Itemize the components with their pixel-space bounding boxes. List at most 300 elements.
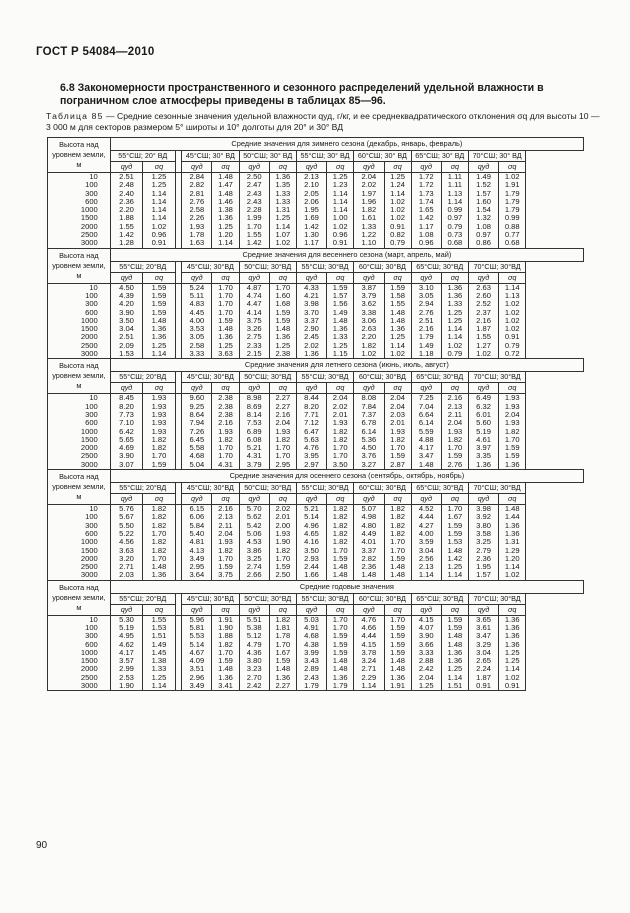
humidity-value-cell: 2.53: [110, 674, 142, 682]
humidity-value-cell: 3.86: [239, 547, 269, 555]
humidity-value-cell: 3.06: [354, 317, 384, 325]
deviation-value-cell: 1.82: [384, 436, 411, 444]
humidity-value-cell: 4.07: [411, 624, 441, 632]
humidity-value-cell: 1.42: [411, 214, 441, 222]
deviation-value-cell: 1.23: [327, 181, 354, 189]
humidity-value-cell: 4.65: [296, 530, 326, 538]
q-symbol-header: qуд: [468, 162, 498, 173]
humidity-value-cell: 3.49: [182, 682, 212, 691]
sector-column-header: 65°СШ; 30°ВД: [411, 483, 468, 494]
height-cell: 3000: [48, 571, 111, 580]
table-row: [48, 198, 584, 206]
humidity-value-cell: 3.59: [411, 538, 441, 546]
deviation-value-cell: 2.04: [384, 403, 411, 411]
deviation-value-cell: 1.48: [212, 190, 239, 198]
deviation-value-cell: 1.53: [143, 624, 175, 632]
q-symbol-header: qуд: [354, 604, 384, 615]
deviation-value-cell: 1.13: [441, 190, 468, 198]
humidity-value-cell: 2.94: [411, 300, 441, 308]
sigma-symbol-header: σq: [499, 383, 526, 394]
deviation-value-cell: 1.25: [143, 173, 175, 182]
humidity-value-cell: 3.78: [354, 649, 384, 657]
humidity-value-cell: 6.15: [182, 505, 212, 514]
season-title: Средние значения для осеннего сезона (сентябрь, октябрь, ноябрь): [110, 470, 583, 483]
sigma-symbol-header: σq: [212, 162, 239, 173]
humidity-value-cell: 6.14: [411, 419, 441, 427]
q-symbol-header: qуд: [110, 162, 142, 173]
deviation-value-cell: 1.93: [269, 530, 296, 538]
table-row: [48, 342, 584, 350]
deviation-value-cell: 1.07: [269, 231, 296, 239]
humidity-value-cell: 1.14: [354, 682, 384, 691]
deviation-value-cell: 3.63: [212, 350, 239, 359]
deviation-value-cell: 2.16: [212, 419, 239, 427]
humidity-value-cell: 1.55: [110, 223, 142, 231]
page-number: 90: [36, 840, 48, 851]
deviation-value-cell: 1.36: [327, 674, 354, 682]
deviation-value-cell: 1.55: [143, 615, 175, 624]
deviation-value-cell: 1.59: [212, 563, 239, 571]
deviation-value-cell: 1.35: [269, 181, 296, 189]
humidity-value-cell: 6.64: [411, 411, 441, 419]
humidity-value-cell: 4.87: [239, 283, 269, 292]
sigma-symbol-header: σq: [143, 383, 175, 394]
humidity-value-cell: 3.47: [468, 632, 498, 640]
height-cell: 3000: [48, 239, 111, 248]
deviation-value-cell: 1.33: [143, 665, 175, 673]
height-column-header: Высота над уровнем земли, м: [48, 248, 111, 283]
humidity-value-cell: 3.79: [354, 292, 384, 300]
deviation-value-cell: 1.14: [327, 190, 354, 198]
height-cell: 3000: [48, 350, 111, 359]
deviation-value-cell: 1.14: [499, 563, 526, 571]
deviation-value-cell: 1.25: [269, 214, 296, 222]
humidity-value-cell: 1.48: [411, 461, 441, 470]
section-title-row: [48, 580, 584, 593]
humidity-value-cell: 3.90: [110, 309, 142, 317]
humidity-value-cell: 2.48: [110, 181, 142, 189]
table-row: [48, 428, 584, 436]
deviation-value-cell: 1.81: [269, 624, 296, 632]
humidity-value-cell: 8.14: [239, 411, 269, 419]
humidity-value-cell: 3.04: [110, 325, 142, 333]
humidity-value-cell: 2.06: [296, 198, 326, 206]
height-cell: 300: [48, 300, 111, 308]
humidity-value-cell: 4.98: [354, 513, 384, 521]
deviation-value-cell: 1.59: [384, 632, 411, 640]
deviation-value-cell: 1.82: [143, 522, 175, 530]
sector-column-header: 45°СШ; 30°ВД: [182, 372, 239, 383]
deviation-value-cell: 1.25: [269, 342, 296, 350]
humidity-value-cell: 4.62: [110, 641, 142, 649]
deviation-value-cell: 1.82: [384, 513, 411, 521]
deviation-value-cell: 1.36: [143, 325, 175, 333]
q-symbol-header: qуд: [110, 604, 142, 615]
humidity-value-cell: 5.62: [239, 513, 269, 521]
humidity-value-cell: 1.48: [354, 571, 384, 580]
humidity-value-cell: 2.45: [296, 333, 326, 341]
humidity-value-cell: 7.71: [296, 411, 326, 419]
humidity-value-cell: 4.50: [110, 283, 142, 292]
deviation-value-cell: 1.79: [327, 682, 354, 691]
deviation-value-cell: 1.82: [143, 505, 175, 514]
humidity-value-cell: 4.91: [296, 624, 326, 632]
deviation-value-cell: 2.01: [269, 513, 296, 521]
height-cell: 2000: [48, 223, 111, 231]
deviation-value-cell: 1.70: [212, 452, 239, 460]
deviation-value-cell: 1.14: [143, 206, 175, 214]
deviation-value-cell: 1.59: [143, 309, 175, 317]
deviation-value-cell: 1.70: [212, 300, 239, 308]
section-title-row: [48, 248, 584, 261]
sigma-symbol-header: σq: [384, 272, 411, 283]
deviation-value-cell: 0.91: [327, 239, 354, 248]
sector-column-header: 55°СШ; 30°ВД: [296, 261, 353, 272]
deviation-value-cell: 1.14: [499, 283, 526, 292]
deviation-value-cell: 1.48: [384, 571, 411, 580]
deviation-value-cell: 1.49: [327, 309, 354, 317]
deviation-value-cell: 1.93: [212, 538, 239, 546]
deviation-value-cell: 2.16: [441, 394, 468, 403]
humidity-value-cell: 3.66: [411, 641, 441, 649]
table-row: [48, 682, 584, 691]
deviation-value-cell: 2.38: [269, 350, 296, 359]
humidity-value-cell: 3.63: [110, 547, 142, 555]
deviation-value-cell: 0.77: [499, 231, 526, 239]
humidity-value-cell: 3.70: [296, 309, 326, 317]
deviation-value-cell: 1.33: [441, 300, 468, 308]
height-cell: 1000: [48, 649, 111, 657]
humidity-value-cell: 5.22: [110, 530, 142, 538]
humidity-value-cell: 2.74: [239, 563, 269, 571]
height-cell: 300: [48, 411, 111, 419]
deviation-value-cell: 1.59: [441, 530, 468, 538]
humidity-value-cell: 1.66: [296, 571, 326, 580]
sector-column-header: 55°СШ; 20°ВД: [110, 593, 175, 604]
deviation-value-cell: 1.70: [143, 452, 175, 460]
table-row: [48, 223, 584, 231]
deviation-value-cell: 1.48: [441, 632, 468, 640]
humidity-value-cell: 2.40: [110, 190, 142, 198]
deviation-value-cell: 3.75: [212, 571, 239, 580]
height-cell: 1500: [48, 325, 111, 333]
table-row: [48, 444, 584, 452]
deviation-value-cell: 1.70: [327, 615, 354, 624]
humidity-value-cell: 3.99: [296, 649, 326, 657]
humidity-value-cell: 1.70: [239, 223, 269, 231]
table-row: [48, 325, 584, 333]
deviation-value-cell: 2.11: [212, 522, 239, 530]
column-header-row: [48, 483, 584, 494]
humidity-value-cell: 6.78: [354, 419, 384, 427]
humidity-value-cell: 3.05: [411, 292, 441, 300]
deviation-value-cell: 1.25: [327, 173, 354, 182]
humidity-value-cell: 2.33: [239, 342, 269, 350]
humidity-value-cell: 4.53: [239, 538, 269, 546]
humidity-value-cell: 9.25: [182, 403, 212, 411]
q-symbol-header: qуд: [468, 272, 498, 283]
humidity-value-cell: 6.42: [110, 428, 142, 436]
humidity-value-cell: 4.13: [182, 547, 212, 555]
deviation-value-cell: 1.14: [499, 665, 526, 673]
humidity-value-cell: 2.13: [296, 173, 326, 182]
deviation-value-cell: 1.59: [269, 563, 296, 571]
humidity-value-cell: 2.43: [296, 674, 326, 682]
humidity-value-cell: 2.56: [411, 555, 441, 563]
deviation-value-cell: 2.04: [384, 394, 411, 403]
q-symbol-header: qуд: [110, 494, 142, 505]
humidity-value-cell: 1.42: [239, 239, 269, 248]
height-cell: 2500: [48, 342, 111, 350]
deviation-value-cell: 1.42: [441, 555, 468, 563]
deviation-value-cell: 1.59: [384, 452, 411, 460]
deviation-value-cell: 1.36: [269, 333, 296, 341]
humidity-value-cell: 1.72: [411, 181, 441, 189]
humidity-value-cell: 2.51: [110, 173, 142, 182]
q-symbol-header: qуд: [182, 272, 212, 283]
section-title: 6.8 Закономерности пространственного и сезонного распределений удельной влажности в пограничном слое атмосферы приведены в таблицах 85—96.: [60, 82, 544, 107]
humidity-value-cell: 2.89: [296, 665, 326, 673]
deviation-value-cell: 0.68: [499, 239, 526, 248]
sigma-symbol-header: σq: [384, 383, 411, 394]
deviation-value-cell: 2.04: [441, 419, 468, 427]
deviation-value-cell: 1.14: [143, 214, 175, 222]
deviation-value-cell: 1.36: [269, 674, 296, 682]
humidity-value-cell: 2.82: [354, 555, 384, 563]
deviation-value-cell: 1.33: [269, 190, 296, 198]
table-row: [48, 632, 584, 640]
humidity-value-cell: 2.96: [182, 674, 212, 682]
sector-column-header: 55°СШ; 30°ВД: [296, 593, 353, 604]
deviation-value-cell: 1.82: [327, 513, 354, 521]
humidity-value-cell: 1.27: [468, 342, 498, 350]
humidity-value-cell: 1.08: [468, 223, 498, 231]
humidity-value-cell: 4.20: [110, 300, 142, 308]
humidity-value-cell: 2.63: [354, 325, 384, 333]
deviation-value-cell: 1.25: [143, 674, 175, 682]
deviation-value-cell: 1.82: [327, 505, 354, 514]
deviation-value-cell: 1.25: [212, 223, 239, 231]
deviation-value-cell: 1.02: [499, 300, 526, 308]
sector-column-header: 70°СШ; 30° ВД: [468, 151, 525, 162]
deviation-value-cell: 1.36: [441, 292, 468, 300]
deviation-value-cell: 1.70: [499, 436, 526, 444]
humidity-value-cell: 1.08: [411, 231, 441, 239]
deviation-value-cell: 1.36: [269, 173, 296, 182]
deviation-value-cell: 1.59: [143, 300, 175, 308]
deviation-value-cell: 0.72: [499, 350, 526, 359]
table-row: [48, 300, 584, 308]
deviation-value-cell: 1.25: [441, 563, 468, 571]
deviation-value-cell: 1.14: [269, 223, 296, 231]
sigma-symbol-header: σq: [384, 494, 411, 505]
humidity-value-cell: 3.58: [468, 530, 498, 538]
humidity-value-cell: 2.95: [182, 563, 212, 571]
sigma-symbol-header: σq: [327, 383, 354, 394]
sector-column-header: 65°СШ; 30°ВД: [411, 261, 468, 272]
humidity-value-cell: 5.58: [182, 444, 212, 452]
q-symbol-header: qуд: [110, 272, 142, 283]
deviation-value-cell: 1.93: [499, 419, 526, 427]
deviation-value-cell: 3.50: [327, 461, 354, 470]
deviation-value-cell: 1.02: [384, 198, 411, 206]
sector-column-header: 60°СШ; 30°ВД: [354, 483, 411, 494]
humidity-value-cell: 2.65: [468, 657, 498, 665]
humidity-value-cell: 5.70: [239, 505, 269, 514]
humidity-value-cell: 0.97: [468, 231, 498, 239]
humidity-value-cell: 1.61: [354, 214, 384, 222]
deviation-value-cell: 1.48: [499, 505, 526, 514]
humidity-value-cell: 4.15: [354, 641, 384, 649]
humidity-value-cell: 3.33: [411, 649, 441, 657]
deviation-value-cell: 1.36: [441, 649, 468, 657]
deviation-value-cell: 1.82: [384, 522, 411, 530]
sector-column-header: 65°СШ; 30°ВД: [411, 372, 468, 383]
table-row: [48, 505, 584, 514]
deviation-value-cell: 1.93: [143, 419, 175, 427]
deviation-value-cell: 1.44: [499, 513, 526, 521]
deviation-value-cell: 1.59: [441, 522, 468, 530]
humidity-value-cell: 4.52: [411, 505, 441, 514]
humidity-value-cell: 4.38: [296, 641, 326, 649]
column-header-row: [48, 151, 584, 162]
q-symbol-header: qуд: [182, 604, 212, 615]
humidity-value-cell: 1.97: [354, 190, 384, 198]
deviation-value-cell: 1.91: [499, 181, 526, 189]
deviation-value-cell: 1.48: [143, 563, 175, 571]
humidity-value-cell: 5.19: [110, 624, 142, 632]
deviation-value-cell: 1.51: [143, 632, 175, 640]
humidity-value-cell: 2.71: [110, 563, 142, 571]
humidity-value-cell: 7.84: [354, 403, 384, 411]
deviation-value-cell: 0.96: [327, 231, 354, 239]
sector-column-header: 45°СШ; 30°ВД: [182, 593, 239, 604]
sector-column-header: 50°СШ; 30°ВД: [239, 372, 296, 383]
sigma-symbol-header: σq: [327, 162, 354, 173]
deviation-value-cell: 1.82: [499, 428, 526, 436]
deviation-value-cell: 1.14: [441, 571, 468, 580]
humidity-value-cell: 8.64: [182, 411, 212, 419]
sector-column-header: 55°СШ; 20° ВД: [110, 151, 175, 162]
humidity-value-cell: 4.56: [110, 538, 142, 546]
deviation-value-cell: 1.70: [269, 641, 296, 649]
humidity-value-cell: 9.60: [182, 394, 212, 403]
deviation-value-cell: 1.48: [212, 665, 239, 673]
deviation-value-cell: 1.02: [499, 309, 526, 317]
sigma-symbol-header: σq: [327, 494, 354, 505]
column-header-row: [48, 372, 584, 383]
humidity-value-cell: 7.10: [110, 419, 142, 427]
deviation-value-cell: 1.91: [384, 682, 411, 691]
humidity-value-cell: 1.17: [411, 223, 441, 231]
deviation-value-cell: 1.14: [384, 342, 411, 350]
humidity-value-cell: 4.96: [296, 522, 326, 530]
height-cell: 3000: [48, 461, 111, 470]
deviation-value-cell: 0.79: [384, 239, 411, 248]
deviation-value-cell: 1.82: [327, 436, 354, 444]
humidity-value-cell: 3.95: [296, 452, 326, 460]
deviation-value-cell: 1.82: [384, 530, 411, 538]
height-cell: 300: [48, 632, 111, 640]
height-cell: 1000: [48, 317, 111, 325]
humidity-value-cell: 3.27: [354, 461, 384, 470]
humidity-value-cell: 4.16: [296, 538, 326, 546]
deviation-value-cell: 1.02: [499, 571, 526, 580]
deviation-value-cell: 1.70: [327, 547, 354, 555]
deviation-value-cell: 1.33: [327, 333, 354, 341]
humidity-value-cell: 3.92: [468, 513, 498, 521]
humidity-value-cell: 1.33: [354, 223, 384, 231]
deviation-value-cell: 1.59: [499, 452, 526, 460]
deviation-value-cell: 1.88: [212, 632, 239, 640]
deviation-value-cell: 0.96: [143, 231, 175, 239]
humidity-value-cell: 8.45: [110, 394, 142, 403]
humidity-value-cell: 5.38: [239, 624, 269, 632]
humidity-value-cell: 5.84: [182, 522, 212, 530]
humidity-value-cell: 1.42: [110, 231, 142, 239]
symbol-header-row: [48, 162, 584, 173]
humidity-value-cell: 2.43: [239, 190, 269, 198]
table-row: [48, 394, 584, 403]
deviation-value-cell: 1.82: [269, 615, 296, 624]
deviation-value-cell: 1.82: [327, 538, 354, 546]
height-column-header: Высота над уровнем земли, м: [48, 138, 111, 173]
humidity-value-cell: 7.73: [110, 411, 142, 419]
height-cell: 1500: [48, 436, 111, 444]
humidity-value-cell: 6.45: [182, 436, 212, 444]
table-row: [48, 283, 584, 292]
deviation-value-cell: 1.58: [384, 292, 411, 300]
deviation-value-cell: 1.59: [269, 317, 296, 325]
deviation-value-cell: 1.93: [269, 428, 296, 436]
height-column-header: Высота над уровнем земли, м: [48, 359, 111, 394]
humidity-value-cell: 2.88: [411, 657, 441, 665]
humidity-value-cell: 4.95: [110, 632, 142, 640]
symbol-header-row: [48, 494, 584, 505]
deviation-value-cell: 1.60: [269, 292, 296, 300]
humidity-value-cell: 1.99: [239, 214, 269, 222]
deviation-value-cell: 1.25: [212, 342, 239, 350]
deviation-value-cell: 1.45: [143, 649, 175, 657]
humidity-value-cell: 4.01: [354, 538, 384, 546]
sigma-symbol-header: σq: [212, 272, 239, 283]
humidity-value-cell: 5.19: [468, 428, 498, 436]
humidity-value-cell: 2.16: [411, 325, 441, 333]
humidity-value-cell: 1.90: [110, 682, 142, 691]
sigma-symbol-header: σq: [441, 162, 468, 173]
deviation-value-cell: 2.11: [441, 411, 468, 419]
deviation-value-cell: 1.59: [212, 317, 239, 325]
height-cell: 100: [48, 292, 111, 300]
height-cell: 100: [48, 403, 111, 411]
table-caption: [46, 111, 606, 133]
humidity-value-cell: 2.36: [354, 563, 384, 571]
humidity-value-cell: 8.20: [296, 403, 326, 411]
humidity-value-cell: 3.25: [468, 538, 498, 546]
q-symbol-header: qуд: [296, 272, 326, 283]
deviation-value-cell: 1.20: [212, 231, 239, 239]
deviation-value-cell: 1.82: [212, 436, 239, 444]
deviation-value-cell: 1.25: [499, 657, 526, 665]
table-row: [48, 571, 584, 580]
humidity-value-cell: 5.63: [296, 436, 326, 444]
humidity-value-cell: 5.59: [411, 428, 441, 436]
deviation-value-cell: 1.36: [499, 615, 526, 624]
deviation-value-cell: 1.48: [384, 309, 411, 317]
humidity-value-cell: 5.40: [182, 530, 212, 538]
sector-column-header: 55°СШ; 30° ВД: [296, 151, 353, 162]
deviation-value-cell: 1.02: [441, 342, 468, 350]
